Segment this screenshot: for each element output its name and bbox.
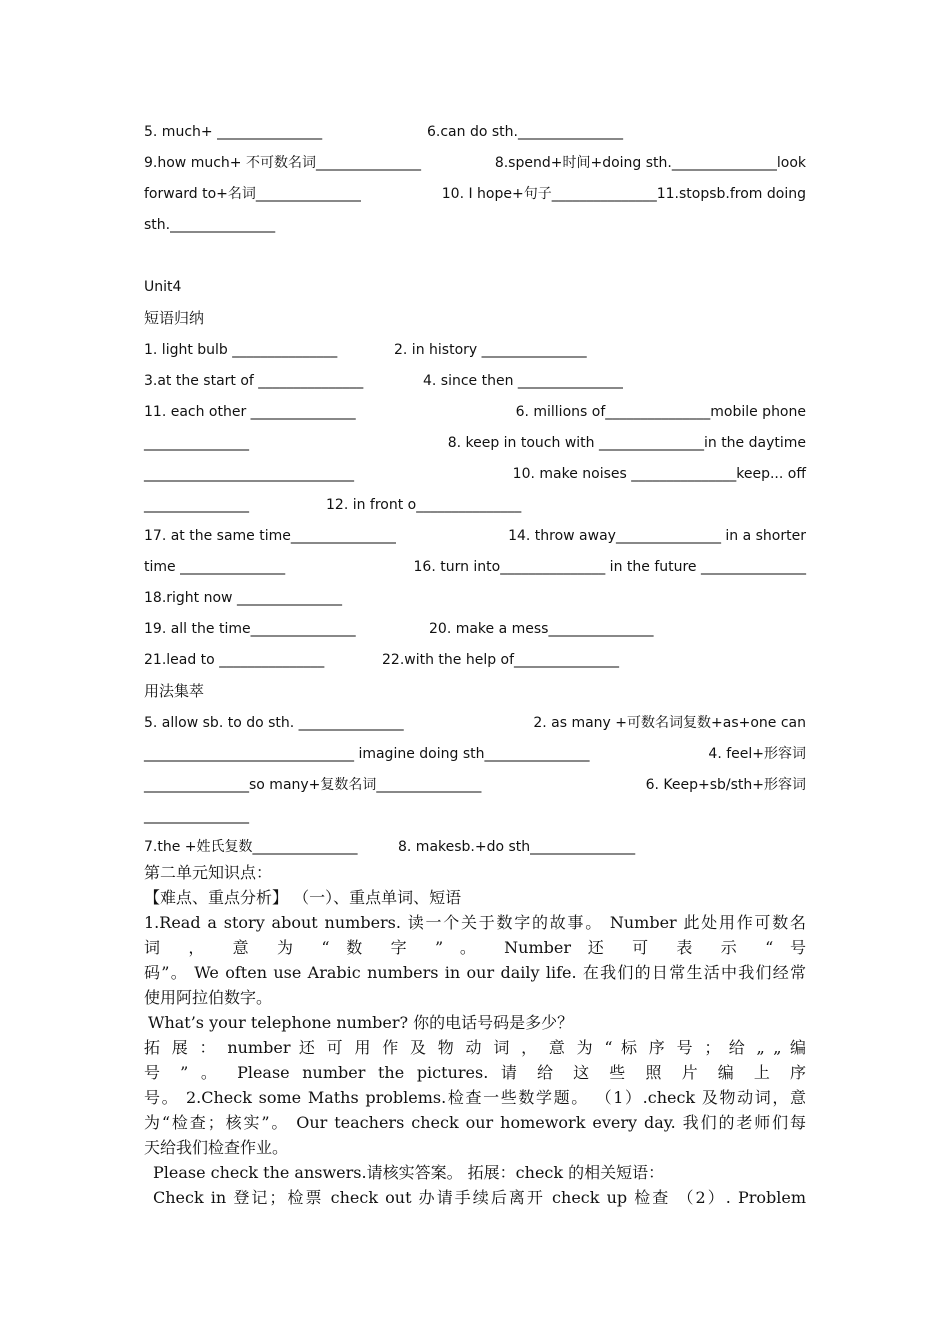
unit2-title: 第二单元知识点： xyxy=(144,863,273,882)
phrase-line xyxy=(144,648,806,672)
body-line: 天给我们检查作业。 xyxy=(144,1138,289,1157)
phrase-line xyxy=(144,462,806,486)
exercise-line xyxy=(144,182,806,206)
usage-item: 7.the +姓氏复数_______________ xyxy=(144,839,358,855)
phrase-item: 16. turn into_______________ in the future _______________ xyxy=(413,559,806,575)
body-line: 号 ” 。 Please number the pictures. 请 给 这 些 照 片 编 上 序 xyxy=(144,1063,806,1082)
exercise-line xyxy=(144,151,806,175)
section-heading: 用法集萃 xyxy=(144,682,205,700)
phrase-line xyxy=(144,524,806,548)
body-line: 使用阿拉伯数字。 xyxy=(144,988,273,1007)
usage-item: 4. feel+形容词 xyxy=(708,746,806,762)
phrase-item: 12. in front o_______________ xyxy=(326,497,522,513)
usage-line xyxy=(144,835,806,859)
phrase-item: 18.right now _______________ xyxy=(144,590,342,606)
phrase-line xyxy=(144,586,806,610)
unit-title: Unit4 xyxy=(144,279,182,295)
exercise-item: sth._______________ xyxy=(144,217,276,233)
phrase-item: 10. make noises _______________keep... off xyxy=(512,466,806,482)
body-line: 号。 2.Check some Maths problems.检查一些数学题。 （1）.check 及物动词，意 xyxy=(144,1088,806,1107)
phrase-item: 6. millions of_______________mobile phone xyxy=(515,404,806,420)
body-line: Please check the answers.请核实答案。 拓展：check 的相关短语： xyxy=(153,1163,665,1182)
usage-item: 2. as many +可数名词复数+as+one can xyxy=(533,715,806,731)
usage-item: _______________ xyxy=(144,808,249,824)
usage-item: 6. Keep+sb/sth+形容词 xyxy=(645,777,806,793)
phrase-item: 21.lead to _______________ xyxy=(144,652,325,668)
phrase-item: 1. light bulb _______________ xyxy=(144,342,338,358)
phrase-line xyxy=(144,617,806,641)
body-line: 为“检查；核实”。 Our teachers check our homework every day. 我们的老师们每 xyxy=(144,1113,806,1132)
usage-item: _______________so many+复数名词_______________ xyxy=(144,777,482,793)
phrase-item: 17. at the same time_______________ xyxy=(144,528,396,544)
body-line: 拓 展 ： number 还 可 用 作 及 物 动 词 ， 意 为 “ 标 序 号 ； 给 „ „ 编 xyxy=(144,1038,806,1057)
exercise-line xyxy=(144,213,806,237)
section-heading: 短语归纳 xyxy=(144,309,205,327)
usage-item: 8. makesb.+do sth_______________ xyxy=(398,839,636,855)
phrase-line xyxy=(144,431,806,455)
phrase-item: 8. keep in touch with _______________in the daytime xyxy=(447,435,806,451)
exercise-item: 9.how much+ 不可数名词_______________ xyxy=(144,155,421,171)
phrase-item: _______________ xyxy=(144,435,249,451)
exercise-item: forward to+名词_______________ xyxy=(144,186,361,202)
body-line: 码”。 We often use Arabic numbers in our daily life. 在我们的日常生活中我们经常 xyxy=(144,963,806,982)
body-line: 【难点、重点分析】 （一）、重点单词、短语 xyxy=(144,888,462,907)
usage-line xyxy=(144,773,806,797)
usage-item: ______________________________ imagine doing sth_______________ xyxy=(144,746,590,762)
body-line: Check in 登记；检票 check out 办请手续后离开 check up 检查 （2）. Problem xyxy=(153,1188,806,1207)
exercise-item: 5. much+ _______________ xyxy=(144,124,323,140)
usage-line xyxy=(144,804,806,828)
usage-line xyxy=(144,742,806,766)
phrase-line xyxy=(144,369,806,393)
phrase-item: ______________________________ xyxy=(144,466,354,482)
phrase-line xyxy=(144,493,806,517)
phrase-line xyxy=(144,555,806,579)
body-line: 词 ， 意 为 “ 数 字 ” 。 Number 还 可 表 示 “ 号 xyxy=(144,938,806,957)
exercise-item: 8.spend+时间+doing sth._______________look xyxy=(494,155,806,171)
body-line: What’s your telephone number? 你的电话号码是多少？ xyxy=(148,1013,574,1032)
exercise-line xyxy=(144,120,806,144)
exercise-item: 6.can do sth._______________ xyxy=(427,124,623,140)
body-line: 1.Read a story about numbers. 读一个关于数字的故事。 Number 此处用作可数名 xyxy=(144,913,806,932)
phrase-item: 22.with the help of_______________ xyxy=(382,652,620,668)
phrase-item: 2. in history _______________ xyxy=(394,342,587,358)
phrase-line xyxy=(144,338,806,362)
usage-item: 5. allow sb. to do sth. _______________ xyxy=(144,715,404,731)
phrase-item: 4. since then _______________ xyxy=(423,373,623,389)
exercise-item: 10. I hope+句子_______________11.stopsb.from doing xyxy=(441,186,806,202)
phrase-item: _______________ xyxy=(144,497,249,513)
phrase-item: 19. all the time_______________ xyxy=(144,621,356,637)
phrase-line xyxy=(144,400,806,424)
phrase-item: 20. make a mess_______________ xyxy=(429,621,654,637)
phrase-item: 14. throw away_______________ in a shorter xyxy=(508,528,806,544)
phrase-item: 3.at the start of _______________ xyxy=(144,373,364,389)
usage-line xyxy=(144,711,806,735)
phrase-item: time _______________ xyxy=(144,559,286,575)
phrase-item: 11. each other _______________ xyxy=(144,404,356,420)
